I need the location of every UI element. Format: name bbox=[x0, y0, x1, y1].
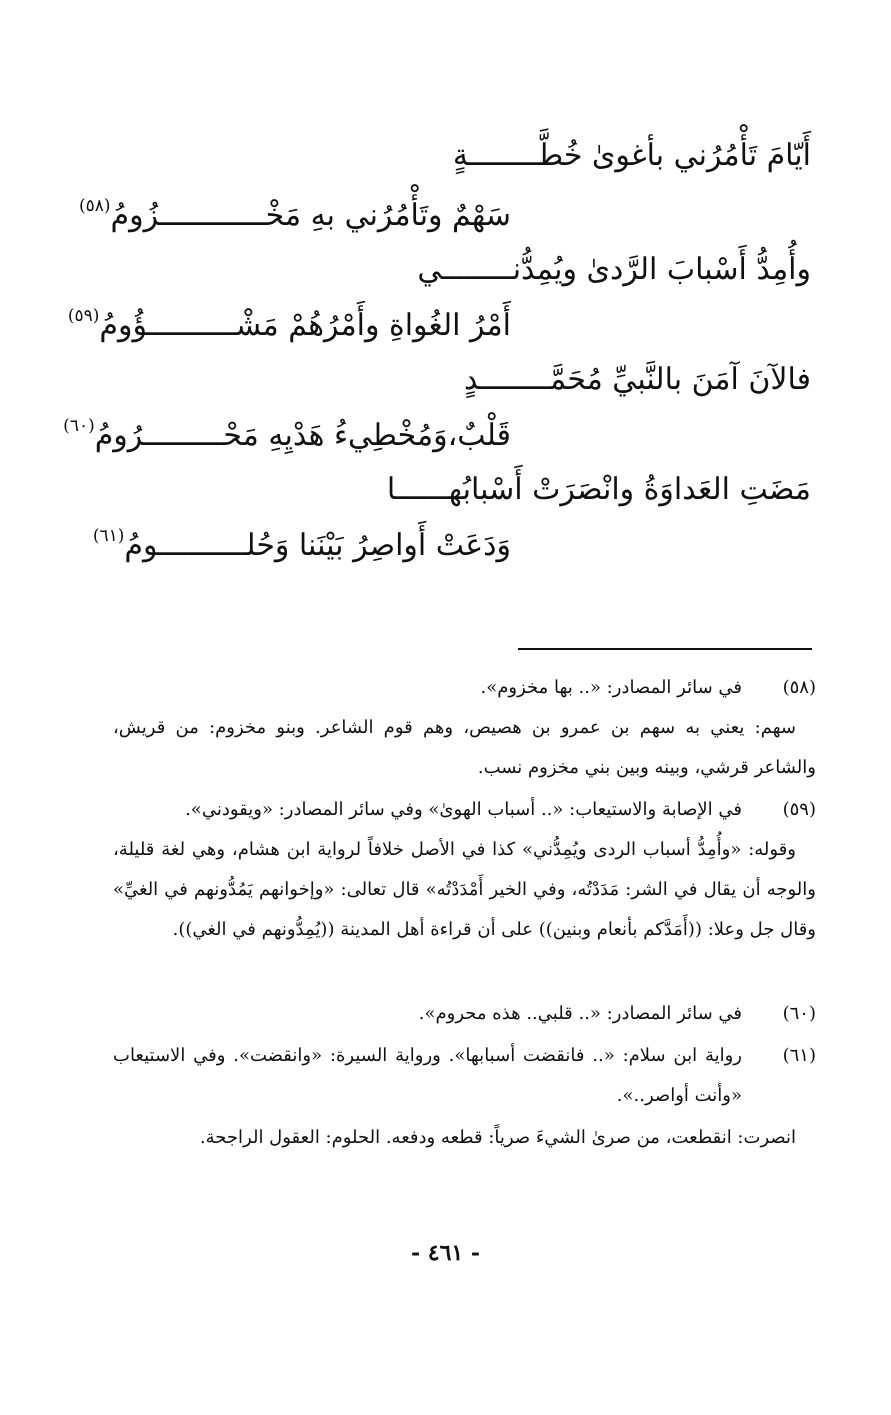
footnote-commentary: سهم: يعني به سهم بن عمرو بن هصيص، وهم قوم الشاعر. وبنو مخزوم: من قريش، والشاعر قرشي، وبينه وبين بني مخزوم نسب. bbox=[113, 717, 816, 778]
poem-line-2 bbox=[0, 186, 511, 246]
verse-text: أَيّامَ تَأْمُرُني بأغوىٰ خُطَّــــــــةٍ bbox=[452, 138, 811, 173]
footnote-commentary: وقوله: «وأُمِدُّ أسباب الردى ويُمِدُّني» كذا في الأصل خلافاً لرواية ابن هشام، وهي لغة قليلة، والوجه أن يقال في الشر: مَدَدْتُه، وفي الخير أَمْدَدْتُه» قال تعالى: «وإخوانهم يَمُدُّونهم في الغيِّ» وقال جل وعلا: ((أَمَدَّكم بأنعام وبنين)) على أن قراءة أهل المدينة ((يُمِدُّونهم في الغي)). bbox=[113, 839, 816, 940]
footnote-text: في سائر المصادر: «.. بها مخزوم». bbox=[480, 677, 742, 698]
footnote-separator bbox=[518, 648, 812, 650]
footnote-61 bbox=[113, 1036, 816, 1116]
poem-line-4 bbox=[0, 296, 511, 356]
verse-text: وأُمِدُّ أَسْبابَ الرَّدىٰ ويُمِدُّنــــــــي bbox=[417, 252, 811, 287]
verse-text: وَدَعَتْ أَواصِرُ بَيْنَنا وَحُلــــــــــومُ bbox=[124, 528, 511, 563]
footnote-number: (٥٨) bbox=[782, 677, 816, 698]
verse-text: قَلْبٌ،وَمُخْطِيءُ هَدْيِهِ مَحْـــــــــرُومُ bbox=[94, 418, 511, 453]
footnote-59 bbox=[113, 790, 816, 830]
footnote-60 bbox=[113, 994, 816, 1034]
verse-footnote-ref: (٦١) bbox=[92, 526, 125, 546]
poem-line-7 bbox=[111, 460, 811, 520]
footnote-number: (٥٩) bbox=[782, 799, 816, 820]
footnote-58 bbox=[113, 668, 816, 708]
verse-footnote-ref: (٥٨) bbox=[79, 196, 111, 216]
poem-line-3 bbox=[111, 240, 811, 300]
verse-text: فالآنَ آمَنَ بالنَّبيِّ مُحَمَّــــــــدٍ bbox=[463, 362, 811, 397]
verse-text: سَهْمٌ وتَأْمُرُني بهِ مَخْــــــــــــزُومُ bbox=[110, 198, 511, 233]
footnote-text: في الإصابة والاستيعاب: «.. أسباب الهوىٰ» وفي سائر المصادر: «ويقودني». bbox=[185, 799, 742, 820]
footnote-text: رواية ابن سلام: «.. فانقضت أسبابها». ورواية السيرة: «وانقضت». وفي الاستيعاب «وأنت أواصر..». bbox=[113, 1045, 742, 1106]
footnote-number: (٦١) bbox=[782, 1045, 816, 1066]
footnote-text: في سائر المصادر: «.. قلبي.. هذه محروم». bbox=[418, 1003, 742, 1024]
verse-text: أَمْرُ الغُواةِ وأَمْرُهُمْ مَشْــــــــــؤُومُ bbox=[99, 308, 511, 343]
poem-line-8 bbox=[0, 516, 511, 576]
poem-line-6 bbox=[0, 406, 511, 466]
footnote-number: (٦٠) bbox=[782, 1003, 816, 1024]
verse-footnote-ref: (٥٩) bbox=[67, 306, 100, 326]
poem-line-1 bbox=[111, 126, 811, 186]
verse-footnote-ref: (٦٠) bbox=[63, 416, 95, 436]
verse-text: مَضَتِ العَداوَةُ وانْصَرَتْ أَسْبابُهــــــا bbox=[386, 472, 811, 507]
footnote-commentary: انصرت: انقطعت، من صرىٰ الشيءَ صرياً: قطعه ودفعه. الحلوم: العقول الراجحة. bbox=[199, 1127, 796, 1148]
poem-line-5 bbox=[111, 350, 811, 410]
page-number: - ٤٦١ - bbox=[410, 1240, 481, 1266]
